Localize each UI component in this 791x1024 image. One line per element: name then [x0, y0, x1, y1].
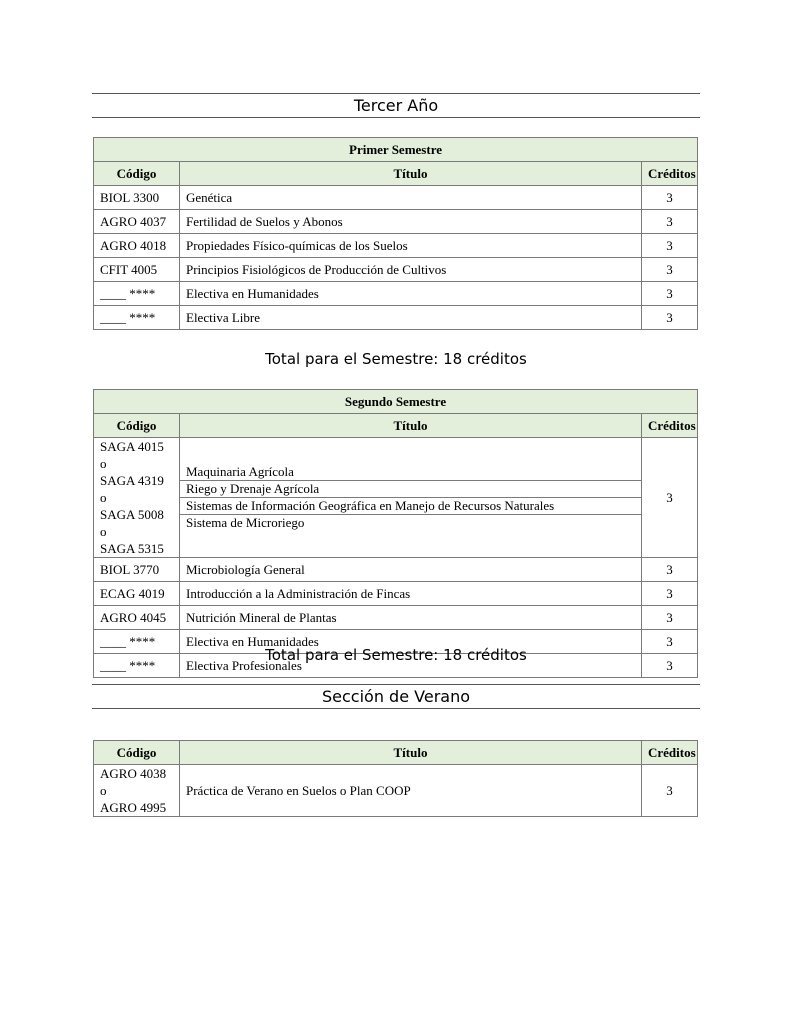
option-title: Sistemas de Información Geográfica en Manejo de Recursos Naturales — [180, 498, 641, 515]
summer-title: Sección de Verano — [322, 687, 470, 706]
course-title: Electiva en Humanidades — [180, 630, 642, 654]
table-heading-row — [94, 138, 698, 162]
table-row — [94, 210, 698, 234]
table-header-row — [94, 414, 698, 438]
summer-top-rule — [92, 684, 700, 685]
second-semester-total: Total para el Semestre: 18 créditos — [265, 646, 527, 664]
table-row — [94, 606, 698, 630]
option-title: Maquinaria Agrícola — [180, 464, 641, 481]
option-credits: 3 — [642, 438, 698, 558]
course-title: Principios Fisiológicos de Producción de Cultivos — [180, 258, 642, 282]
course-credits: 3 — [642, 582, 698, 606]
course-code: AGRO 4045 — [94, 606, 180, 630]
first-semester-heading: Primer Semestre — [94, 138, 698, 162]
table-row — [94, 258, 698, 282]
course-title: Electiva Libre — [180, 306, 642, 330]
summer-rule — [92, 708, 700, 709]
course-credits: 3 — [641, 282, 697, 306]
summer-table — [93, 740, 698, 817]
second-semester-heading: Segundo Semestre — [94, 390, 698, 414]
course-code: ____ **** — [94, 282, 180, 306]
table-row — [94, 558, 698, 582]
course-credits: 3 — [641, 234, 697, 258]
course-title: Nutrición Mineral de Plantas — [180, 606, 642, 630]
table-header-row — [94, 162, 698, 186]
header-title: Título — [180, 741, 642, 765]
course-title: Fertilidad de Suelos y Abonos — [180, 210, 642, 234]
table-row — [94, 234, 698, 258]
option-code: AGRO 4038 o — [100, 766, 167, 798]
third-year-rule — [92, 117, 700, 118]
course-title: Práctica de Verano en Suelos o Plan COOP — [180, 765, 642, 817]
course-code: BIOL 3300 — [94, 186, 180, 210]
header-credits: Créditos — [642, 414, 698, 438]
option-title: Sistema de Microriego — [186, 515, 305, 530]
course-credits: 3 — [641, 210, 697, 234]
option-code: SAGA 4319 o — [100, 473, 164, 505]
course-code: ____ **** — [94, 306, 180, 330]
course-title: Microbiología General — [180, 558, 642, 582]
table-header-row — [94, 741, 698, 765]
course-code: AGRO 4037 — [94, 210, 180, 234]
course-code: ____ **** — [94, 654, 180, 678]
table-row — [94, 186, 698, 210]
course-credits: 3 — [641, 258, 697, 282]
course-code: ECAG 4019 — [94, 582, 180, 606]
first-semester-total: Total para el Semestre: 18 créditos — [265, 350, 527, 368]
second-semester-table — [93, 389, 698, 678]
course-credits: 3 — [642, 606, 698, 630]
option-title: Riego y Drenaje Agrícola — [180, 481, 641, 498]
course-code: ____ **** — [94, 630, 180, 654]
table-row — [94, 306, 698, 330]
course-code: AGRO 4018 — [94, 234, 180, 258]
course-credits: 3 — [642, 765, 698, 817]
option-titles — [180, 438, 642, 558]
option-code: SAGA 5315 — [100, 541, 164, 556]
first-semester-table — [93, 137, 698, 330]
header-code: Código — [94, 741, 180, 765]
table-row — [94, 282, 698, 306]
header-title: Título — [180, 414, 642, 438]
course-title: Introducción a la Administración de Fincas — [180, 582, 642, 606]
course-credits: 3 — [641, 186, 697, 210]
table-row — [94, 765, 698, 817]
course-credits: 3 — [642, 558, 698, 582]
table-heading-row — [94, 390, 698, 414]
header-credits: Créditos — [641, 162, 697, 186]
course-title: Electiva Profesionales — [180, 654, 642, 678]
summer-codes — [94, 765, 180, 817]
option-code: AGRO 4995 — [100, 800, 167, 815]
course-code: CFIT 4005 — [94, 258, 180, 282]
course-credits: 3 — [642, 630, 698, 654]
top-rule — [92, 93, 700, 94]
option-code: SAGA 4015 o — [100, 439, 164, 471]
header-code: Código — [94, 414, 180, 438]
option-code: SAGA 5008 o — [100, 507, 164, 539]
option-codes — [94, 438, 180, 558]
course-credits: 3 — [641, 306, 697, 330]
course-title: Genética — [180, 186, 642, 210]
option-group-row — [94, 438, 698, 558]
course-code: BIOL 3770 — [94, 558, 180, 582]
course-title: Electiva en Humanidades — [180, 282, 642, 306]
header-code: Código — [94, 162, 180, 186]
third-year-title: Tercer Año — [353, 96, 439, 115]
header-credits: Créditos — [642, 741, 698, 765]
course-title: Propiedades Físico-químicas de los Suelos — [180, 234, 642, 258]
course-credits: 3 — [642, 654, 698, 678]
table-row — [94, 582, 698, 606]
header-title: Título — [180, 162, 642, 186]
